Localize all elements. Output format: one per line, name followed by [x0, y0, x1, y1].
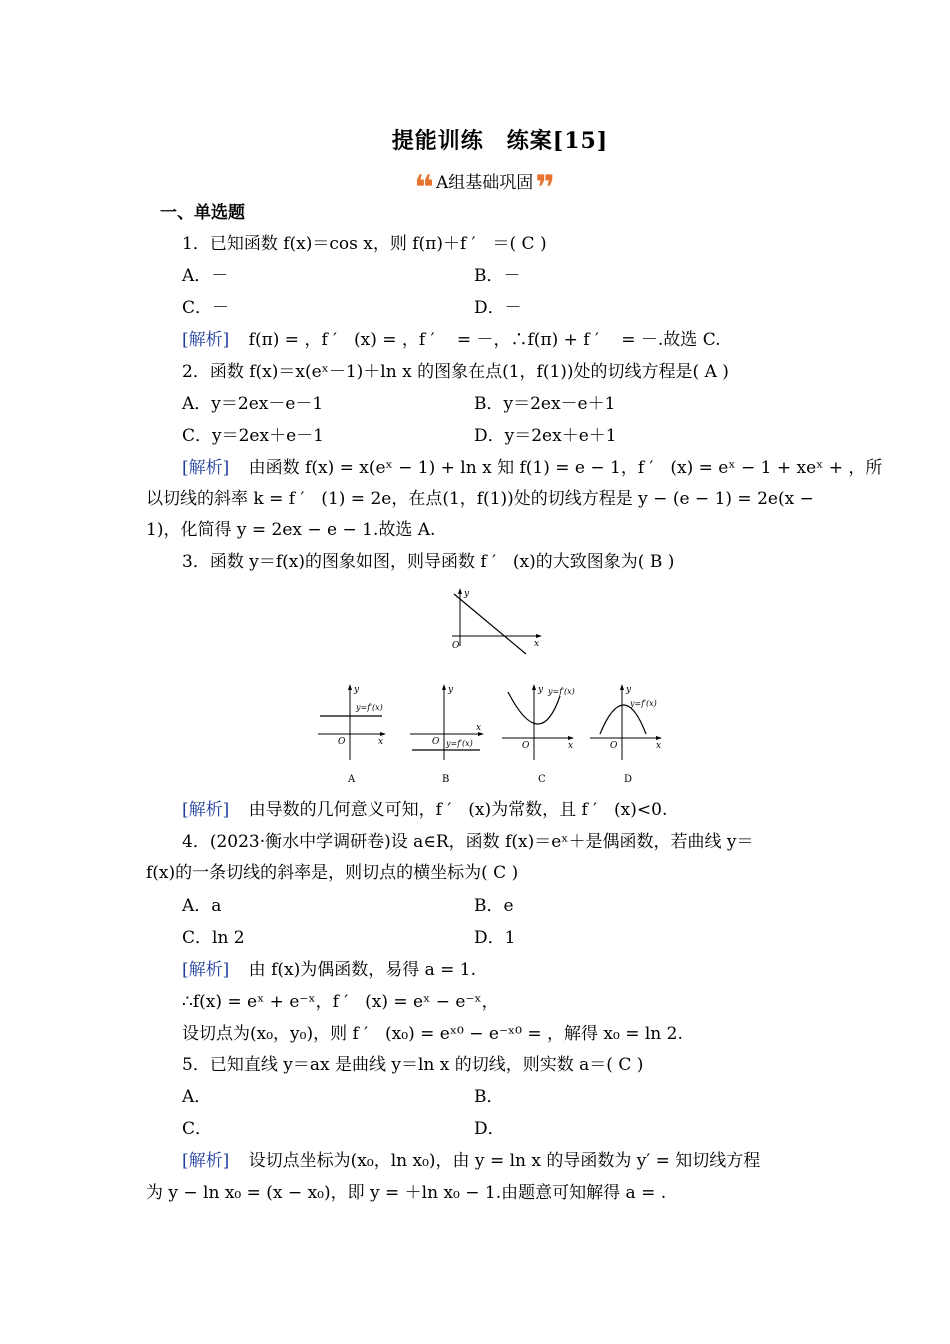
x-label: x: [568, 741, 574, 751]
q1-stem: 1．已知函数 f(x)＝cos x，则 f(π)＋f ′ ＝( C ): [182, 234, 547, 254]
y-label: y: [626, 685, 632, 695]
origin-label: O: [432, 737, 440, 747]
x-label: x: [378, 737, 384, 747]
section-heading: 一、单选题: [160, 203, 245, 223]
q2-analysis-text-1: 由函数 f(x) = x(eˣ − 1) + ln x 知 f(1) = e − 1，f ′ (x) = eˣ − 1 + xeˣ + ，所: [248, 458, 883, 478]
q5-option-c: C．: [182, 1119, 213, 1139]
q2-option-b: B．y＝2ex－e＋1: [474, 394, 616, 414]
q4-option-b: B．e: [474, 896, 514, 916]
q4-analysis-text-1: 由 f(x)为偶函数，易得 a = 1.: [248, 960, 477, 980]
left-quote-icon: ❝: [414, 168, 434, 208]
origin-label: O: [522, 741, 530, 751]
q2-option-d: D．y＝2ex＋e＋1: [474, 426, 617, 446]
q3-stem: 3．函数 y＝f(x)的图象如图，则导函数 f ′ (x)的大致图象为( B ): [182, 552, 675, 572]
q4-analysis-text-3: 设切点为(x₀，y₀)，则 f ′ (x₀) = eˣ⁰ − e⁻ˣ⁰ = ，解得 x₀ = ln 2.: [182, 1024, 683, 1044]
q4-stem-2: f(x)的一条切线的斜率是，则切点的横坐标为( C ): [146, 863, 519, 883]
q2-option-a: A．y＝2ex－e－1: [182, 394, 324, 414]
q3-main-graph: [448, 588, 548, 658]
q3-analysis-text: 由导数的几何意义可知，f ′ (x)为常数，且 f ′ (x)<0.: [248, 800, 668, 820]
choice-letter: B: [442, 774, 450, 785]
q2-stem: 2．函数 f(x)＝x(eˣ－1)＋ln x 的图象在点(1，f(1))处的切线方程是( A ): [182, 362, 729, 382]
q1-analysis: [182, 329, 842, 351]
q4-option-a: A．a: [182, 896, 222, 916]
q4-analysis: [182, 959, 842, 981]
choice-letter: C: [538, 774, 546, 785]
q1-option-d: D．－: [474, 298, 522, 318]
analysis-tag: [解析]: [182, 330, 230, 350]
analysis-tag: [解析]: [182, 458, 230, 478]
y-label: y: [354, 685, 360, 695]
q1-option-a: A．－: [182, 266, 229, 286]
group-label: A组基础巩固: [435, 172, 534, 193]
q1-option-c: C．－: [182, 298, 230, 318]
choice-letter: A: [348, 774, 356, 785]
right-quote-icon: ❞: [535, 168, 556, 208]
origin-label: O: [338, 737, 346, 747]
q4-stem-1: 4．(2023·衡水中学调研卷)设 a∈R，函数 f(x)＝eˣ＋是偶函数，若曲线 y＝: [182, 832, 754, 852]
y-label: y: [464, 589, 470, 599]
y-label: y: [448, 685, 454, 695]
q2-analysis-text-2: 以切线的斜率 k = f ′ (1) = 2e，在点(1，f(1))处的切线方程是 y − (e − 1) = 2e(x −: [146, 489, 814, 509]
q5-option-d: D．: [474, 1119, 505, 1139]
analysis-tag: [解析]: [182, 960, 230, 980]
q1-analysis-text: f(π) = ，f ′ (x) = ，f ′ = －，∴f(π) + f ′ = －.故选 C.: [248, 330, 721, 350]
curve-label: y=f′(x): [446, 739, 473, 748]
q5-analysis-text-2: 为 y − ln x₀ = (x − x₀)，即 y = ＋ln x₀ − 1.由题意可知解得 a = .: [146, 1183, 667, 1203]
decreasing-line: [454, 594, 526, 654]
q2-option-c: C．y＝2ex＋e－1: [182, 426, 324, 446]
analysis-tag: [解析]: [182, 1151, 230, 1171]
q4-analysis-text-2: ∴f(x) = eˣ + e⁻ˣ，f ′ (x) = eˣ − e⁻ˣ，: [182, 992, 499, 1012]
curve-label: y=f′(x): [630, 699, 657, 708]
curve-label: y=f′(x): [548, 687, 575, 696]
q1-option-b: B．－: [474, 266, 521, 286]
x-arrow-icon: [536, 634, 542, 638]
choice-b-graph: [410, 684, 484, 785]
x-label: x: [656, 741, 662, 751]
q2-analysis-text-3: 1)，化简得 y = 2ex − e − 1.故选 A.: [146, 520, 436, 540]
choice-a-graph: [318, 684, 386, 785]
q3-analysis: [182, 799, 842, 821]
y-label: y: [538, 685, 544, 695]
x-label: x: [534, 639, 540, 649]
q4-option-c: C．ln 2: [182, 928, 245, 948]
q4-option-d: D．1: [474, 928, 516, 948]
origin-label: O: [452, 641, 460, 651]
q5-stem: 5．已知直线 y＝ax 是曲线 y＝ln x 的切线，则实数 a＝( C ): [182, 1055, 644, 1075]
q3-choice-graphs: [312, 682, 682, 792]
choice-c-graph: [502, 684, 575, 785]
analysis-tag: [解析]: [182, 800, 230, 820]
x-label: x: [476, 723, 482, 733]
q5-analysis-text-1: 设切点坐标为(x₀，ln x₀)，由 y = ln x 的导函数为 y′ = 知切线方程: [248, 1151, 761, 1171]
group-heading: [414, 168, 556, 208]
q2-analysis: [182, 457, 883, 479]
choice-d-graph: [590, 684, 662, 785]
y-arrow-icon: [458, 588, 462, 594]
curve-label: y=f′(x): [356, 703, 383, 712]
page-title: 提能训练 练案[15]: [391, 128, 609, 154]
origin-label: O: [610, 741, 618, 751]
q5-option-a: A．: [182, 1087, 212, 1107]
downward-parabola: [600, 705, 646, 734]
choice-letter: D: [624, 774, 633, 785]
q5-analysis: [182, 1150, 842, 1172]
q5-option-b: B．: [474, 1087, 504, 1107]
